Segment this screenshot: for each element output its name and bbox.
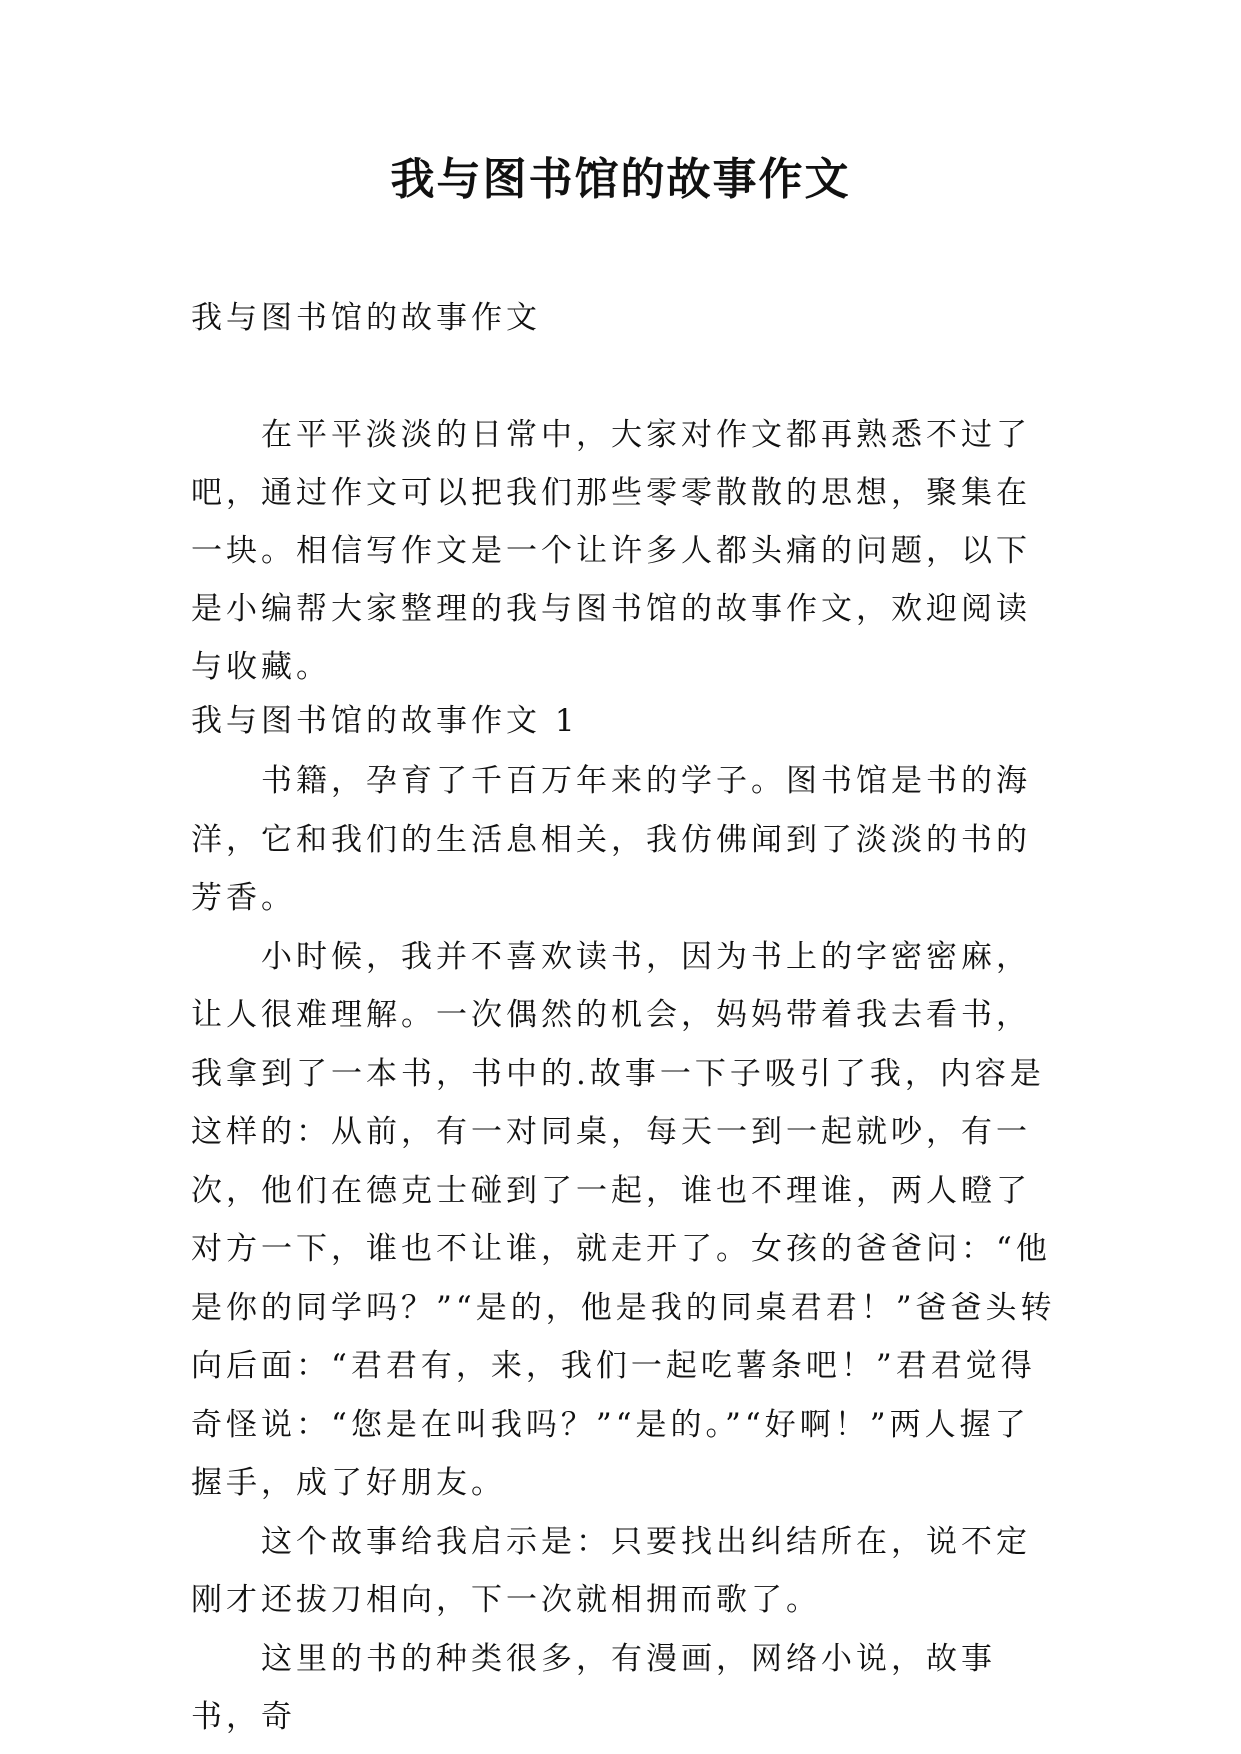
body-paragraph: 书籍，孕育了千百万年来的学子。图书馆是书的海洋，它和我们的生活息相关，我仿佛闻到了淡淡的书的芳香。	[191, 763, 1031, 916]
document-title: 我与图书馆的故事作文	[390, 154, 851, 205]
section-heading: 我与图书馆的故事作文 1	[191, 703, 579, 739]
essay-body	[191, 752, 1061, 1747]
body-paragraph: 小时候，我并不喜欢读书，因为书上的字密密麻，让人很难理解。一次偶然的机会，妈妈带着我去看书，我拿到了一本书，书中的.故事一下子吸引了我，内容是这样的：从前，有一对同桌，每天一到一起就吵，有一次，他们在德克士碰到了一起，谁也不理谁，两人瞪了对方一下，谁也不让谁，就走开了。女孩的爸爸问：“他是你的同学吗？”“是的，他是我的同桌君君！”爸爸头转向后面：“君君有，来，我们一起吃薯条吧！”君君觉得奇怪说：“您是在叫我吗？”“是的。”“好啊！”两人握了握手，成了好朋友。	[191, 938, 1056, 1501]
body-paragraph: 这个故事给我启示是：只要找出纠结所在，说不定刚才还拔刀相向，下一次就相拥而歌了。	[191, 1523, 1031, 1618]
body-paragraph: 这里的书的种类很多，有漫画，网络小说，故事书，奇	[191, 1640, 996, 1735]
intro-paragraph: 在平平淡淡的日常中，大家对作文都再熟悉不过了吧，通过作文可以把我们那些零零散散的思想，聚集在一块。相信写作文是一个让许多人都头痛的问题，以下是小编帮大家整理的我与图书馆的故事作文，欢迎阅读与收藏。	[191, 417, 1031, 685]
document-subtitle: 我与图书馆的故事作文	[191, 300, 541, 336]
